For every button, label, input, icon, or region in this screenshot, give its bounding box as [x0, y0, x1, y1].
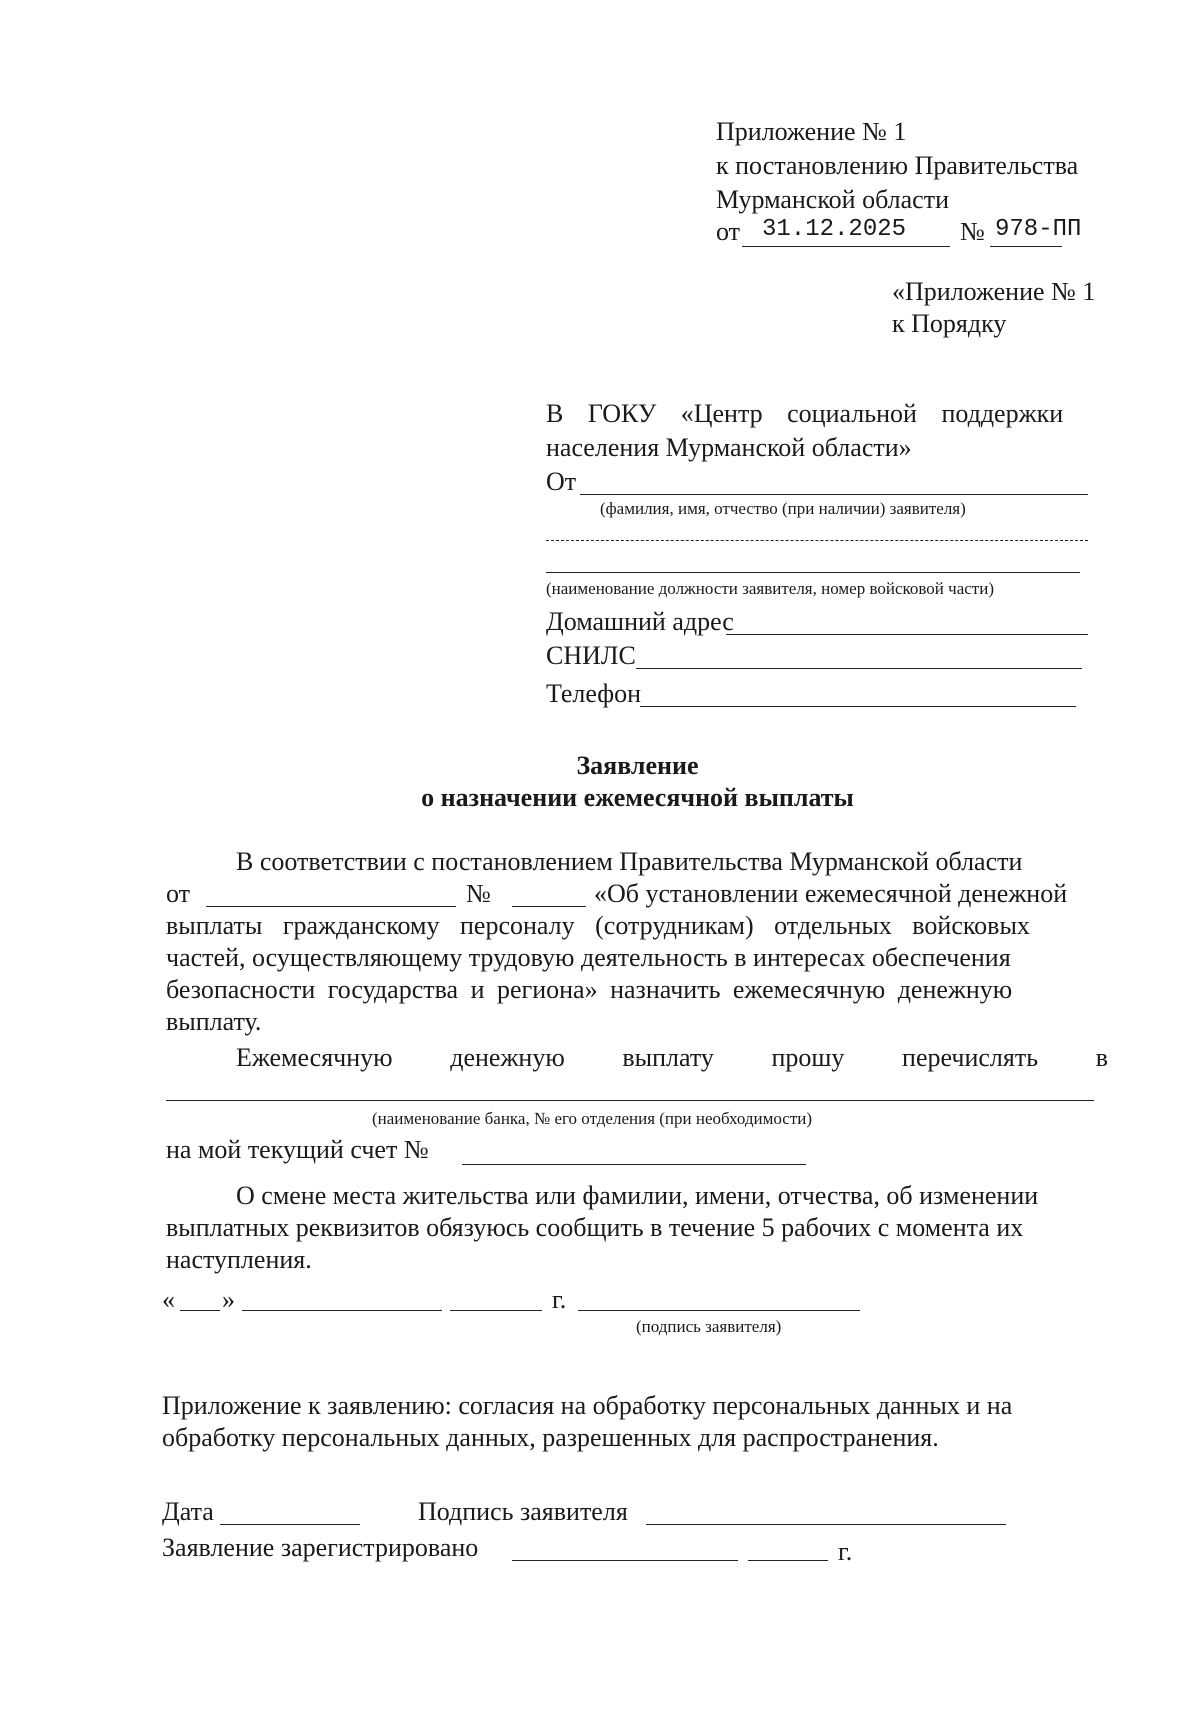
footer-signature-label: Подпись заявителя — [418, 1497, 628, 1526]
body-p1-line4: частей, осуществляющему трудовую деятельность в интересах обеспечения — [166, 943, 1011, 972]
applicant-name-hint: (фамилия, имя, отчество (при наличии) заявителя) — [600, 499, 966, 518]
footer-date-line[interactable] — [220, 1524, 360, 1525]
footer-registered-label: Заявление зарегистрировано — [162, 1533, 479, 1562]
snils-label: СНИЛС — [546, 641, 636, 670]
body-p2-word: денежную — [450, 1043, 565, 1072]
footer-signature-line[interactable] — [646, 1524, 1006, 1525]
phone-line[interactable] — [640, 706, 1076, 707]
addressee-line1-text: В ГОКУ «Центр социальной поддержки — [546, 399, 1064, 428]
bank-name-hint: (наименование банка, № его отделения (при необходимости) — [372, 1109, 813, 1128]
applicant-extra-line[interactable] — [546, 540, 1088, 541]
addressee-line1 — [546, 398, 1091, 430]
body-p1-from-label: от — [166, 879, 191, 908]
decree-date-line[interactable] — [206, 906, 456, 907]
body-p3-line3: наступления. — [166, 1245, 312, 1274]
body-p1-line3-text: выплаты гражданскому персоналу (сотрудникам) отдельных войсковых — [166, 911, 1030, 940]
body-p1-num-label: № — [466, 879, 491, 908]
appendix-line2: к постановлению Правительства — [716, 151, 1079, 180]
month-line[interactable] — [242, 1310, 442, 1311]
account-label: на мой текущий счет № — [166, 1135, 429, 1164]
decree-number-line[interactable] — [512, 906, 586, 907]
appendix-from-label: от — [716, 217, 741, 246]
body-p2-word: Ежемесячную — [236, 1043, 393, 1072]
appendix-number: 978-ПП — [995, 216, 1082, 243]
appendix-date-underline — [742, 246, 950, 247]
phone-label: Телефон — [546, 679, 642, 708]
attachment-line1: Приложение к заявлению: согласия на обработку персональных данных и на — [162, 1391, 1013, 1420]
year-suffix: г. — [552, 1285, 567, 1314]
document-title: Заявление — [576, 751, 699, 780]
body-p1-line1: В соответствии с постановлением Правительства Мурманской области — [236, 847, 1023, 876]
appendix-number-underline — [990, 246, 1062, 247]
body-p1-line6: выплату. — [166, 1007, 262, 1036]
body-p2-word: выплату — [622, 1043, 714, 1072]
footer-year-suffix: г. — [838, 1537, 853, 1566]
account-number-line[interactable] — [462, 1164, 806, 1165]
applicant-signature-line[interactable] — [578, 1310, 860, 1311]
appendix-date: 31.12.2025 — [762, 216, 907, 243]
signature-hint: (подпись заявителя) — [636, 1317, 782, 1336]
addressee-from-label: От — [546, 467, 577, 496]
sub-appendix-line1: «Приложение № 1 — [892, 277, 1096, 306]
applicant-position-line[interactable] — [546, 572, 1080, 573]
addressee-line2: населения Мурманской области» — [546, 433, 912, 462]
registration-date-line[interactable] — [512, 1560, 738, 1561]
body-p2-word: прошу — [771, 1043, 845, 1072]
snils-line[interactable] — [636, 668, 1082, 669]
body-p3-line1: О смене места жительства или фамилии, имени, отчества, об изменении — [236, 1181, 1039, 1210]
home-address-label: Домашний адрес — [546, 607, 734, 636]
body-p1-line5: безопасности государства и региона» назначить ежемесячную денежную — [166, 975, 1013, 1004]
body-p2-word: в — [1095, 1043, 1108, 1072]
body-p2-word: перечислять — [902, 1043, 1039, 1072]
applicant-name-line[interactable] — [580, 494, 1088, 495]
day-line[interactable] — [180, 1310, 220, 1311]
home-address-line[interactable] — [726, 634, 1088, 635]
appendix-number-label: № — [960, 217, 985, 246]
body-p1-line3 — [166, 910, 1108, 942]
document-subtitle: о назначении ежемесячной выплаты — [421, 783, 854, 812]
registration-year-line[interactable] — [748, 1560, 828, 1561]
body-p1-decree-title: «Об установлении ежемесячной денежной — [594, 879, 1068, 908]
attachment-line2: обработку персональных данных, разрешенных для распространения. — [162, 1423, 939, 1452]
body-p3-line2: выплатных реквизитов обязуюсь сообщить в течение 5 рабочих с момента их — [166, 1213, 1024, 1242]
date-close-quote: » — [222, 1285, 235, 1314]
footer-date-label: Дата — [162, 1497, 214, 1526]
appendix-line3: Мурманской области — [716, 185, 949, 214]
applicant-position-hint: (наименование должности заявителя, номер войсковой части) — [546, 579, 994, 598]
bank-name-line[interactable] — [166, 1100, 1094, 1101]
body-p2-line1 — [236, 1042, 1108, 1074]
sub-appendix-line2: к Порядку — [892, 309, 1007, 338]
appendix-line1: Приложение № 1 — [716, 117, 907, 146]
date-open-quote: « — [162, 1285, 175, 1314]
year-line[interactable] — [450, 1310, 542, 1311]
